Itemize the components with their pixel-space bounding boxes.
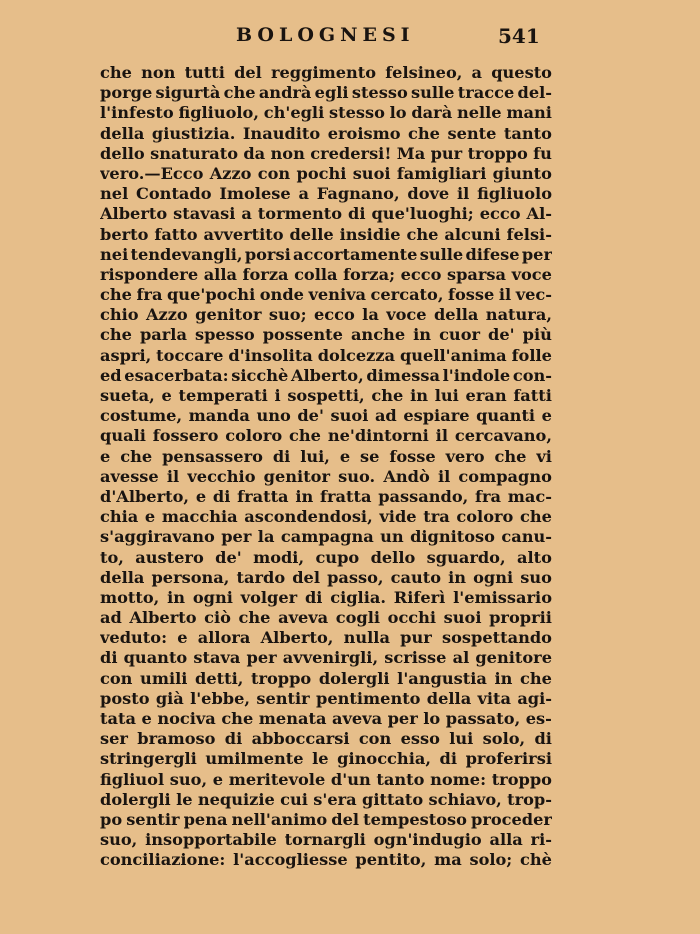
text-line: che non tutti del reggimento felsineo, a questo — [100, 63, 552, 82]
text-line: nel Contado Imolese a Fagnano, dove il figliuolo — [100, 184, 552, 204]
text-line: posto già l'ebbe, sentir pentimento della vita agi- — [100, 688, 552, 708]
text-line: sueta, e temperati i sospetti, che in lui eran fatti — [100, 386, 552, 405]
text-line: rispondere alla forza colla forza; ecco sparsa voce — [100, 264, 552, 284]
text-line: avesse il vecchio genitor suo. Andò il compagno — [100, 466, 552, 486]
page-number: 541 — [498, 24, 540, 48]
text-line: berto fatto avvertito delle insidie che alcuni felsi- — [100, 224, 552, 244]
text-line: chia e macchia ascondendosi, vide tra coloro che — [100, 507, 552, 527]
page-header — [0, 24, 700, 52]
text-line: figliuol suo, e meritevole d'un tanto nome: troppo — [100, 769, 552, 789]
text-line: aspri, toccare d'insolita dolcezza quell'anima folle — [100, 345, 552, 365]
text-line: quali fossero coloro che ne'dintorni il cercavano, — [100, 426, 552, 446]
text-line: s'aggiravano per la campagna un dignitoso canu- — [100, 527, 552, 547]
text-line: d'Alberto, e di fratta in fratta passando, fra mac- — [100, 486, 552, 506]
text-line: che parla spesso possente anche in cuor de' più — [100, 325, 552, 345]
text-line: porge sigurtà che andrà egli stesso sulle tracce del- — [100, 83, 552, 103]
text-line: e che pensassero di lui, e se fosse vero che vi — [100, 446, 552, 466]
text-line: veduto: e allora Alberto, nulla pur sospettando — [100, 628, 552, 648]
text-line: che fra que'pochi onde veniva cercato, fosse il vec- — [100, 285, 552, 305]
text-line: chio Azzo genitor suo; ecco la voce della natura, — [100, 305, 552, 325]
text-line: della giustizia. Inaudito eroismo che sente tanto — [100, 123, 552, 143]
text-line: vero.—Ecco Azzo con pochi suoi famigliari giunto — [100, 163, 552, 183]
body-text — [100, 63, 552, 871]
text-line: l'infesto figliuolo, ch'egli stesso lo darà nelle mani — [100, 103, 552, 123]
text-line: dolergli le nequizie cui s'era gittato schiavo, trop- — [100, 789, 552, 809]
running-title: BOLOGNESI — [236, 24, 415, 46]
text-line: ad Alberto ciò che aveva cogli occhi suoi proprii — [100, 608, 552, 628]
text-line: stringergli umilmente le ginocchia, di proferirsi — [100, 749, 552, 769]
text-line: po sentir pena nell'animo del tempestoso proceder — [100, 809, 552, 829]
text-line: di quanto stava per avvenirgli, scrisse al genitore — [100, 648, 552, 668]
text-line: tata e nociva che menata aveva per lo passato, es- — [100, 709, 552, 728]
text-line: to, austero de' modi, cupo dello sguardo, alto — [100, 547, 552, 567]
text-line: con umili detti, troppo dolergli l'angustia in che — [100, 668, 552, 688]
text-line: conciliazione: l'accogliesse pentito, ma solo; chè — [100, 850, 552, 870]
text-line: ser bramoso di abboccarsi con esso lui solo, di — [100, 729, 552, 749]
text-line: della persona, tardo del passo, cauto in ogni suo — [100, 567, 552, 587]
text-line: costume, manda uno de' suoi ad espiare quanti e — [100, 406, 552, 426]
text-line: suo, insopportabile tornargli ogn'indugio alla ri- — [100, 830, 552, 850]
text-line: dello snaturato da non credersi! Ma pur troppo fu — [100, 143, 552, 163]
text-line: ed esacerbata: sicchè Alberto, dimessa l'indole con- — [100, 365, 552, 385]
text-line: motto, in ogni volger di ciglia. Riferì l'emissario — [100, 587, 552, 607]
text-line: Alberto stavasi a tormento di que'luoghi; ecco Al- — [100, 204, 552, 224]
text-line: nei tendevangli, porsi accortamente sulle difese per — [100, 244, 552, 264]
